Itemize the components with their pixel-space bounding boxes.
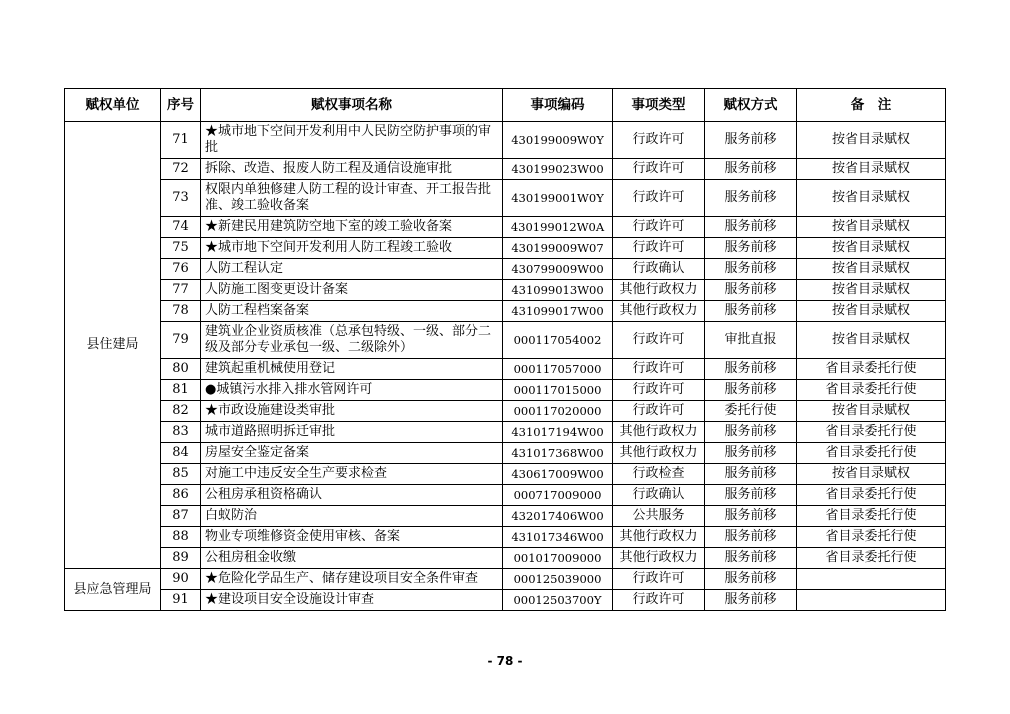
- note-cell: 按省目录赋权: [797, 159, 946, 180]
- empowerment-table: [64, 88, 946, 611]
- item-code-cell: 431017368W00: [503, 443, 613, 464]
- item-type-cell: 行政许可: [613, 217, 705, 238]
- item-name-cell: 物业专项维修资金使用审核、备案: [201, 527, 503, 548]
- item-type-cell: 行政许可: [613, 122, 705, 159]
- item-type-cell: 行政许可: [613, 590, 705, 611]
- table-row: [65, 569, 946, 590]
- number-cell: 75: [161, 238, 201, 259]
- item-name-cell: 建筑业企业资质核准（总承包特级、一级、部分二级及部分专业承包一级、二级除外）: [201, 322, 503, 359]
- item-type-cell: 其他行政权力: [613, 301, 705, 322]
- item-type-cell: 其他行政权力: [613, 548, 705, 569]
- item-name-cell: 拆除、改造、报废人防工程及通信设施审批: [201, 159, 503, 180]
- method-cell: 审批直报: [705, 322, 797, 359]
- number-cell: 89: [161, 548, 201, 569]
- number-cell: 80: [161, 359, 201, 380]
- header-unit: 赋权单位: [65, 89, 161, 122]
- item-type-cell: 行政确认: [613, 485, 705, 506]
- item-name-cell: ★危险化学品生产、储存建设项目安全条件审查: [201, 569, 503, 590]
- note-cell: 省目录委托行使: [797, 548, 946, 569]
- table-body: [65, 122, 946, 611]
- item-code-cell: 431099017W00: [503, 301, 613, 322]
- number-cell: 77: [161, 280, 201, 301]
- header-item-name: 赋权事项名称: [201, 89, 503, 122]
- note-cell: [797, 569, 946, 590]
- item-name-cell: 权限内单独修建人防工程的设计审查、开工报告批准、竣工验收备案: [201, 180, 503, 217]
- method-cell: 服务前移: [705, 506, 797, 527]
- number-cell: 87: [161, 506, 201, 527]
- table-row: [65, 380, 946, 401]
- table-row: [65, 159, 946, 180]
- method-cell: 服务前移: [705, 259, 797, 280]
- item-code-cell: 000125039000: [503, 569, 613, 590]
- note-cell: 省目录委托行使: [797, 527, 946, 548]
- table-header-row: [65, 89, 946, 122]
- method-cell: 服务前移: [705, 238, 797, 259]
- item-code-cell: 432017406W00: [503, 506, 613, 527]
- item-name-cell: ★新建民用建筑防空地下室的竣工验收备案: [201, 217, 503, 238]
- table-row: [65, 464, 946, 485]
- item-code-cell: 001017009000: [503, 548, 613, 569]
- item-name-cell: 白蚁防治: [201, 506, 503, 527]
- number-cell: 73: [161, 180, 201, 217]
- item-name-cell: ★城市地下空间开发利用人防工程竣工验收: [201, 238, 503, 259]
- header-method: 赋权方式: [705, 89, 797, 122]
- item-type-cell: 公共服务: [613, 506, 705, 527]
- method-cell: 服务前移: [705, 527, 797, 548]
- table-row: [65, 401, 946, 422]
- item-type-cell: 其他行政权力: [613, 280, 705, 301]
- table-row: [65, 422, 946, 443]
- table-row: [65, 301, 946, 322]
- note-cell: 省目录委托行使: [797, 380, 946, 401]
- note-cell: 省目录委托行使: [797, 359, 946, 380]
- item-code-cell: 000117057000: [503, 359, 613, 380]
- note-cell: 省目录委托行使: [797, 506, 946, 527]
- number-cell: 79: [161, 322, 201, 359]
- number-cell: 71: [161, 122, 201, 159]
- item-code-cell: 431099013W00: [503, 280, 613, 301]
- method-cell: 服务前移: [705, 380, 797, 401]
- note-cell: 省目录委托行使: [797, 443, 946, 464]
- method-cell: 服务前移: [705, 590, 797, 611]
- item-type-cell: 行政许可: [613, 180, 705, 217]
- header-item-type: 事项类型: [613, 89, 705, 122]
- header-item-code: 事项编码: [503, 89, 613, 122]
- note-cell: [797, 590, 946, 611]
- table-row: [65, 506, 946, 527]
- page-number: - 78 -: [487, 654, 523, 668]
- number-cell: 82: [161, 401, 201, 422]
- item-code-cell: 430799009W00: [503, 259, 613, 280]
- number-cell: 83: [161, 422, 201, 443]
- number-cell: 85: [161, 464, 201, 485]
- number-cell: 84: [161, 443, 201, 464]
- item-name-cell: 建筑起重机械使用登记: [201, 359, 503, 380]
- table-row: [65, 443, 946, 464]
- number-cell: 86: [161, 485, 201, 506]
- note-cell: 按省目录赋权: [797, 280, 946, 301]
- note-cell: 按省目录赋权: [797, 259, 946, 280]
- item-code-cell: 431017194W00: [503, 422, 613, 443]
- item-type-cell: 行政许可: [613, 159, 705, 180]
- item-code-cell: 430617009W00: [503, 464, 613, 485]
- item-code-cell: 000717009000: [503, 485, 613, 506]
- note-cell: 省目录委托行使: [797, 422, 946, 443]
- item-type-cell: 行政检查: [613, 464, 705, 485]
- item-name-cell: 公租房租金收缴: [201, 548, 503, 569]
- item-name-cell: 人防工程档案备案: [201, 301, 503, 322]
- table-row: [65, 280, 946, 301]
- table-row: [65, 359, 946, 380]
- table-row: [65, 527, 946, 548]
- item-code-cell: 430199009W07: [503, 238, 613, 259]
- item-type-cell: 其他行政权力: [613, 422, 705, 443]
- item-code-cell: 000117015000: [503, 380, 613, 401]
- item-type-cell: 其他行政权力: [613, 527, 705, 548]
- note-cell: 按省目录赋权: [797, 464, 946, 485]
- note-cell: 按省目录赋权: [797, 401, 946, 422]
- item-name-cell: 公租房承租资格确认: [201, 485, 503, 506]
- item-type-cell: 行政许可: [613, 401, 705, 422]
- item-name-cell: 人防工程认定: [201, 259, 503, 280]
- note-cell: 按省目录赋权: [797, 301, 946, 322]
- number-cell: 81: [161, 380, 201, 401]
- table-row: [65, 590, 946, 611]
- item-type-cell: 行政许可: [613, 380, 705, 401]
- unit-cell: 县应急管理局: [65, 569, 161, 611]
- method-cell: 服务前移: [705, 548, 797, 569]
- number-cell: 74: [161, 217, 201, 238]
- item-name-cell: 人防施工图变更设计备案: [201, 280, 503, 301]
- method-cell: 服务前移: [705, 422, 797, 443]
- item-name-cell: ★城市地下空间开发利用中人民防空防护事项的审批: [201, 122, 503, 159]
- table-row: [65, 322, 946, 359]
- method-cell: 服务前移: [705, 180, 797, 217]
- number-cell: 90: [161, 569, 201, 590]
- note-cell: 按省目录赋权: [797, 322, 946, 359]
- item-code-cell: 000117020000: [503, 401, 613, 422]
- method-cell: 服务前移: [705, 280, 797, 301]
- item-name-cell: ●城镇污水排入排水管网许可: [201, 380, 503, 401]
- note-cell: 省目录委托行使: [797, 485, 946, 506]
- note-cell: 按省目录赋权: [797, 180, 946, 217]
- item-code-cell: 00012503700Y: [503, 590, 613, 611]
- note-cell: 按省目录赋权: [797, 122, 946, 159]
- number-cell: 91: [161, 590, 201, 611]
- table-row: [65, 259, 946, 280]
- item-type-cell: 行政确认: [613, 259, 705, 280]
- method-cell: 服务前移: [705, 122, 797, 159]
- method-cell: 服务前移: [705, 569, 797, 590]
- method-cell: 服务前移: [705, 301, 797, 322]
- item-code-cell: 430199023W00: [503, 159, 613, 180]
- note-cell: 按省目录赋权: [797, 238, 946, 259]
- header-note: 备 注: [797, 89, 946, 122]
- item-type-cell: 其他行政权力: [613, 443, 705, 464]
- item-name-cell: 房屋安全鉴定备案: [201, 443, 503, 464]
- method-cell: 服务前移: [705, 443, 797, 464]
- item-type-cell: 行政许可: [613, 359, 705, 380]
- method-cell: 服务前移: [705, 359, 797, 380]
- method-cell: 服务前移: [705, 485, 797, 506]
- item-name-cell: ★市政设施建设类审批: [201, 401, 503, 422]
- table-row: [65, 180, 946, 217]
- table-row: [65, 548, 946, 569]
- item-type-cell: 行政许可: [613, 322, 705, 359]
- item-code-cell: 430199009W0Y: [503, 122, 613, 159]
- method-cell: 服务前移: [705, 217, 797, 238]
- number-cell: 76: [161, 259, 201, 280]
- item-code-cell: 000117054002: [503, 322, 613, 359]
- method-cell: 服务前移: [705, 159, 797, 180]
- item-code-cell: 430199012W0A: [503, 217, 613, 238]
- table-row: [65, 217, 946, 238]
- item-type-cell: 行政许可: [613, 569, 705, 590]
- number-cell: 78: [161, 301, 201, 322]
- number-cell: 72: [161, 159, 201, 180]
- table-row: [65, 238, 946, 259]
- item-name-cell: ★建设项目安全设施设计审查: [201, 590, 503, 611]
- number-cell: 88: [161, 527, 201, 548]
- note-cell: 按省目录赋权: [797, 217, 946, 238]
- table-row: [65, 122, 946, 159]
- header-number: 序号: [161, 89, 201, 122]
- item-code-cell: 430199001W0Y: [503, 180, 613, 217]
- method-cell: 服务前移: [705, 464, 797, 485]
- item-code-cell: 431017346W00: [503, 527, 613, 548]
- table-row: [65, 485, 946, 506]
- item-name-cell: 城市道路照明拆迁审批: [201, 422, 503, 443]
- item-name-cell: 对施工中违反安全生产要求检查: [201, 464, 503, 485]
- method-cell: 委托行使: [705, 401, 797, 422]
- item-type-cell: 行政许可: [613, 238, 705, 259]
- unit-cell: 县住建局: [65, 122, 161, 569]
